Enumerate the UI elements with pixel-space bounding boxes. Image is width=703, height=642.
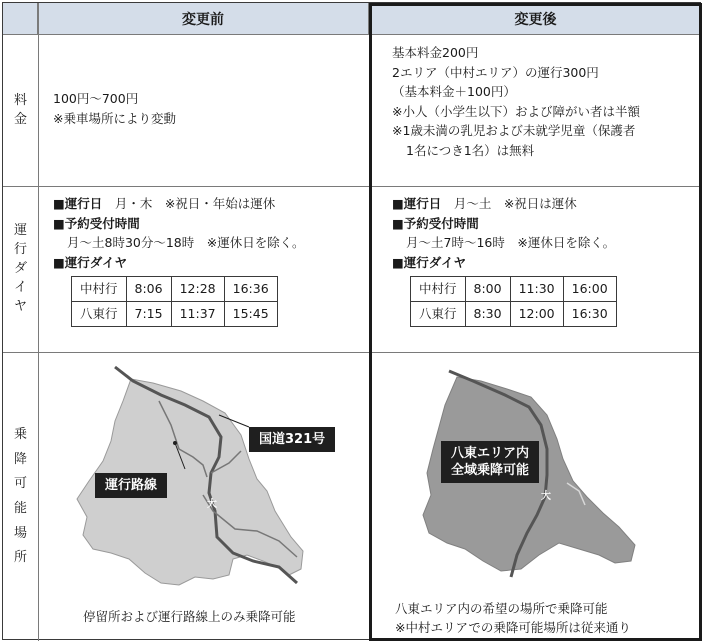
after-caption-line: 八東エリア内の希望の場所で乗降可能 (395, 601, 608, 616)
row-label-char: ヤ (13, 298, 27, 314)
before-reservation-text: 月～土8時30分～18時 ※運休日を除く。 (67, 235, 305, 250)
row-label-char: 所 (13, 550, 27, 566)
table-row (72, 277, 278, 302)
after-days-text: 月～土 ※祝日は運休 (453, 196, 577, 211)
row-label-char: ダ (13, 261, 27, 277)
table-cell: 八東行 (72, 302, 127, 327)
divider (38, 3, 39, 641)
divider (3, 352, 702, 353)
table-cell: 11:37 (171, 302, 224, 327)
table-cell: 12:28 (171, 277, 224, 302)
row-label-char: 運 (13, 223, 27, 239)
table-row (72, 302, 278, 327)
table-row (411, 302, 617, 327)
before-days-text: 月・木 ※祝日・年始は運休 (114, 196, 276, 211)
header-after: 変更後 (369, 3, 702, 34)
row-label-char: 金 (13, 111, 27, 127)
row-label-char: 能 (13, 501, 27, 516)
after-reservation-heading: ■予約受付時間 (392, 215, 479, 231)
marker-glyph: 大 (207, 499, 217, 510)
header-before: 変更前 (38, 3, 369, 34)
after-caption-line: ※中村エリアでの乗降可能場所は従来通り (395, 620, 631, 635)
table-cell: 15:45 (224, 302, 277, 327)
table-cell: 8:00 (465, 277, 510, 302)
table-cell: 八東行 (411, 302, 466, 327)
before-fare-line: ※乗車場所により変動 (53, 110, 176, 126)
row-label-char: 降 (13, 451, 27, 467)
before-reservation-heading: ■予約受付時間 (53, 215, 140, 231)
before-diagram-heading: ■運行ダイヤ (53, 254, 128, 270)
area-tag (441, 441, 539, 483)
table-cell: 中村行 (411, 277, 466, 302)
road-tag: 国道321号 (249, 427, 335, 452)
before-caption: 停留所および運行路線上のみ乗降可能 (83, 609, 296, 624)
after-reservation-text: 月～土7時～16時 ※運休日を除く。 (406, 235, 616, 250)
table-cell: 中村行 (72, 277, 127, 302)
row-label-char: 可 (13, 476, 27, 492)
row-label-char: イ (13, 279, 27, 295)
route-tag: 運行路線 (95, 473, 167, 498)
before-diagram-table (71, 276, 278, 327)
area-tag-line: 八東エリア内 (451, 446, 530, 461)
row-label-char: 乗 (13, 426, 27, 442)
area-tag-line: 全域乗降可能 (451, 463, 530, 478)
stop-marker (173, 441, 177, 445)
after-diagram-heading: ■運行ダイヤ (392, 254, 467, 270)
after-fare-line: 1名につき1名）は無料 (406, 142, 535, 158)
marker-glyph: 大 (541, 491, 551, 502)
divider (3, 186, 702, 187)
table-cell: 12:00 (510, 302, 563, 327)
before-days-heading: ■運行日 (53, 196, 103, 211)
after-fare-line: 2エリア（中村エリア）の運行300円 (392, 64, 599, 80)
row-label-char: 行 (13, 242, 27, 258)
comparison-table (2, 2, 701, 640)
after-fare-line: ※1歳未満の乳児および未就学児童（保護者 (392, 123, 636, 138)
table-cell: 16:30 (563, 302, 616, 327)
header-corner (3, 3, 38, 34)
row-label-area (3, 353, 38, 641)
table-cell: 8:30 (465, 302, 510, 327)
after-fare-line: （基本料金＋100円） (392, 84, 516, 99)
table-cell: 7:15 (126, 302, 171, 327)
after-fare (392, 43, 640, 160)
before-fare-line: 100円～700円 (53, 91, 139, 106)
table-cell: 11:30 (510, 277, 563, 302)
after-days-heading: ■運行日 (392, 196, 442, 211)
after-caption (395, 599, 631, 637)
row-label-char: 場 (13, 525, 27, 541)
row-label-fare (3, 35, 38, 186)
row-label-char: 料 (13, 92, 27, 108)
after-fare-line: ※小人（小学生以下）および障がい者は半額 (392, 103, 640, 119)
before-schedule (53, 194, 305, 327)
after-schedule (392, 194, 617, 327)
table-cell: 16:00 (563, 277, 616, 302)
after-fare-line: 基本料金200円 (392, 45, 479, 60)
table-row (411, 277, 617, 302)
table-cell: 8:06 (126, 277, 171, 302)
table-cell: 16:36 (224, 277, 277, 302)
after-diagram-table (410, 276, 617, 327)
before-fare (53, 89, 176, 128)
row-label-schedule (3, 187, 38, 352)
divider (3, 34, 702, 35)
